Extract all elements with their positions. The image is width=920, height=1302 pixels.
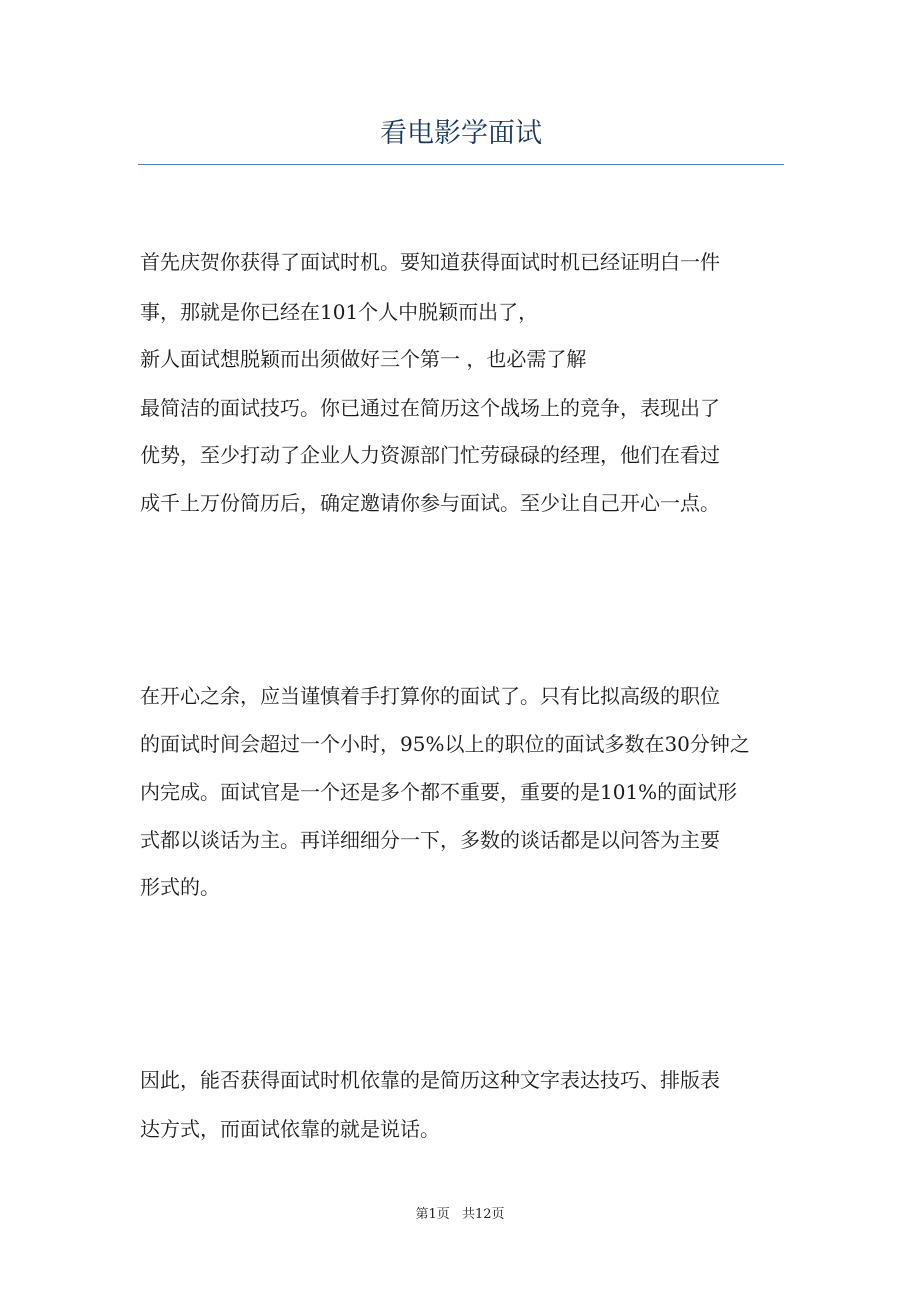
- paragraph-line: 因此，能否获得面试时机依靠的是简历这种文字表达技巧、排版表: [140, 1068, 720, 1092]
- paragraph-line: 内完成。面试官是一个还是多个都不重要，重要的是101%的面试形: [140, 780, 738, 804]
- paragraph-line: 成千上万份简历后，确定邀请你参与面试。至少让自己开心一点。: [140, 491, 720, 515]
- paragraph-line: 的面试时间会超过一个小时，95%以上的职位的面试多数在30分钟之: [140, 732, 750, 756]
- paragraph-line: 式都以谈话为主。再详细细分一下，多数的谈话都是以问答为主要: [140, 828, 720, 852]
- paragraph-line: 在开心之余，应当谨慎着手打算你的面试了。只有比拟高级的职位: [140, 684, 720, 708]
- paragraph-line: 新人面试想脱颖而出须做好三个第一 ，也必需了解: [140, 347, 587, 371]
- page-total: 共12页: [461, 1207, 505, 1222]
- page-footer: [0, 1205, 920, 1225]
- paragraph-line: 优势，至少打动了企业人力资源部门忙劳碌碌的经理，他们在看过: [140, 443, 720, 467]
- paragraph-line: 首先庆贺你获得了面试时机。要知道获得面试时机已经证明白一件: [140, 250, 720, 274]
- page-title: 看电影学面试: [380, 118, 542, 149]
- paragraph-line: 形式的。: [140, 875, 220, 899]
- page-number: 第1页: [415, 1207, 450, 1222]
- title-underline: [138, 164, 784, 165]
- paragraph-line: 最简洁的面试技巧。你已通过在简历这个战场上的竞争，表现出了: [140, 396, 720, 420]
- paragraph-line: 事，那就是你已经在101个人中脱颖而出了，: [140, 300, 539, 324]
- paragraph-line: 达方式，而面试依靠的就是说话。: [140, 1117, 440, 1141]
